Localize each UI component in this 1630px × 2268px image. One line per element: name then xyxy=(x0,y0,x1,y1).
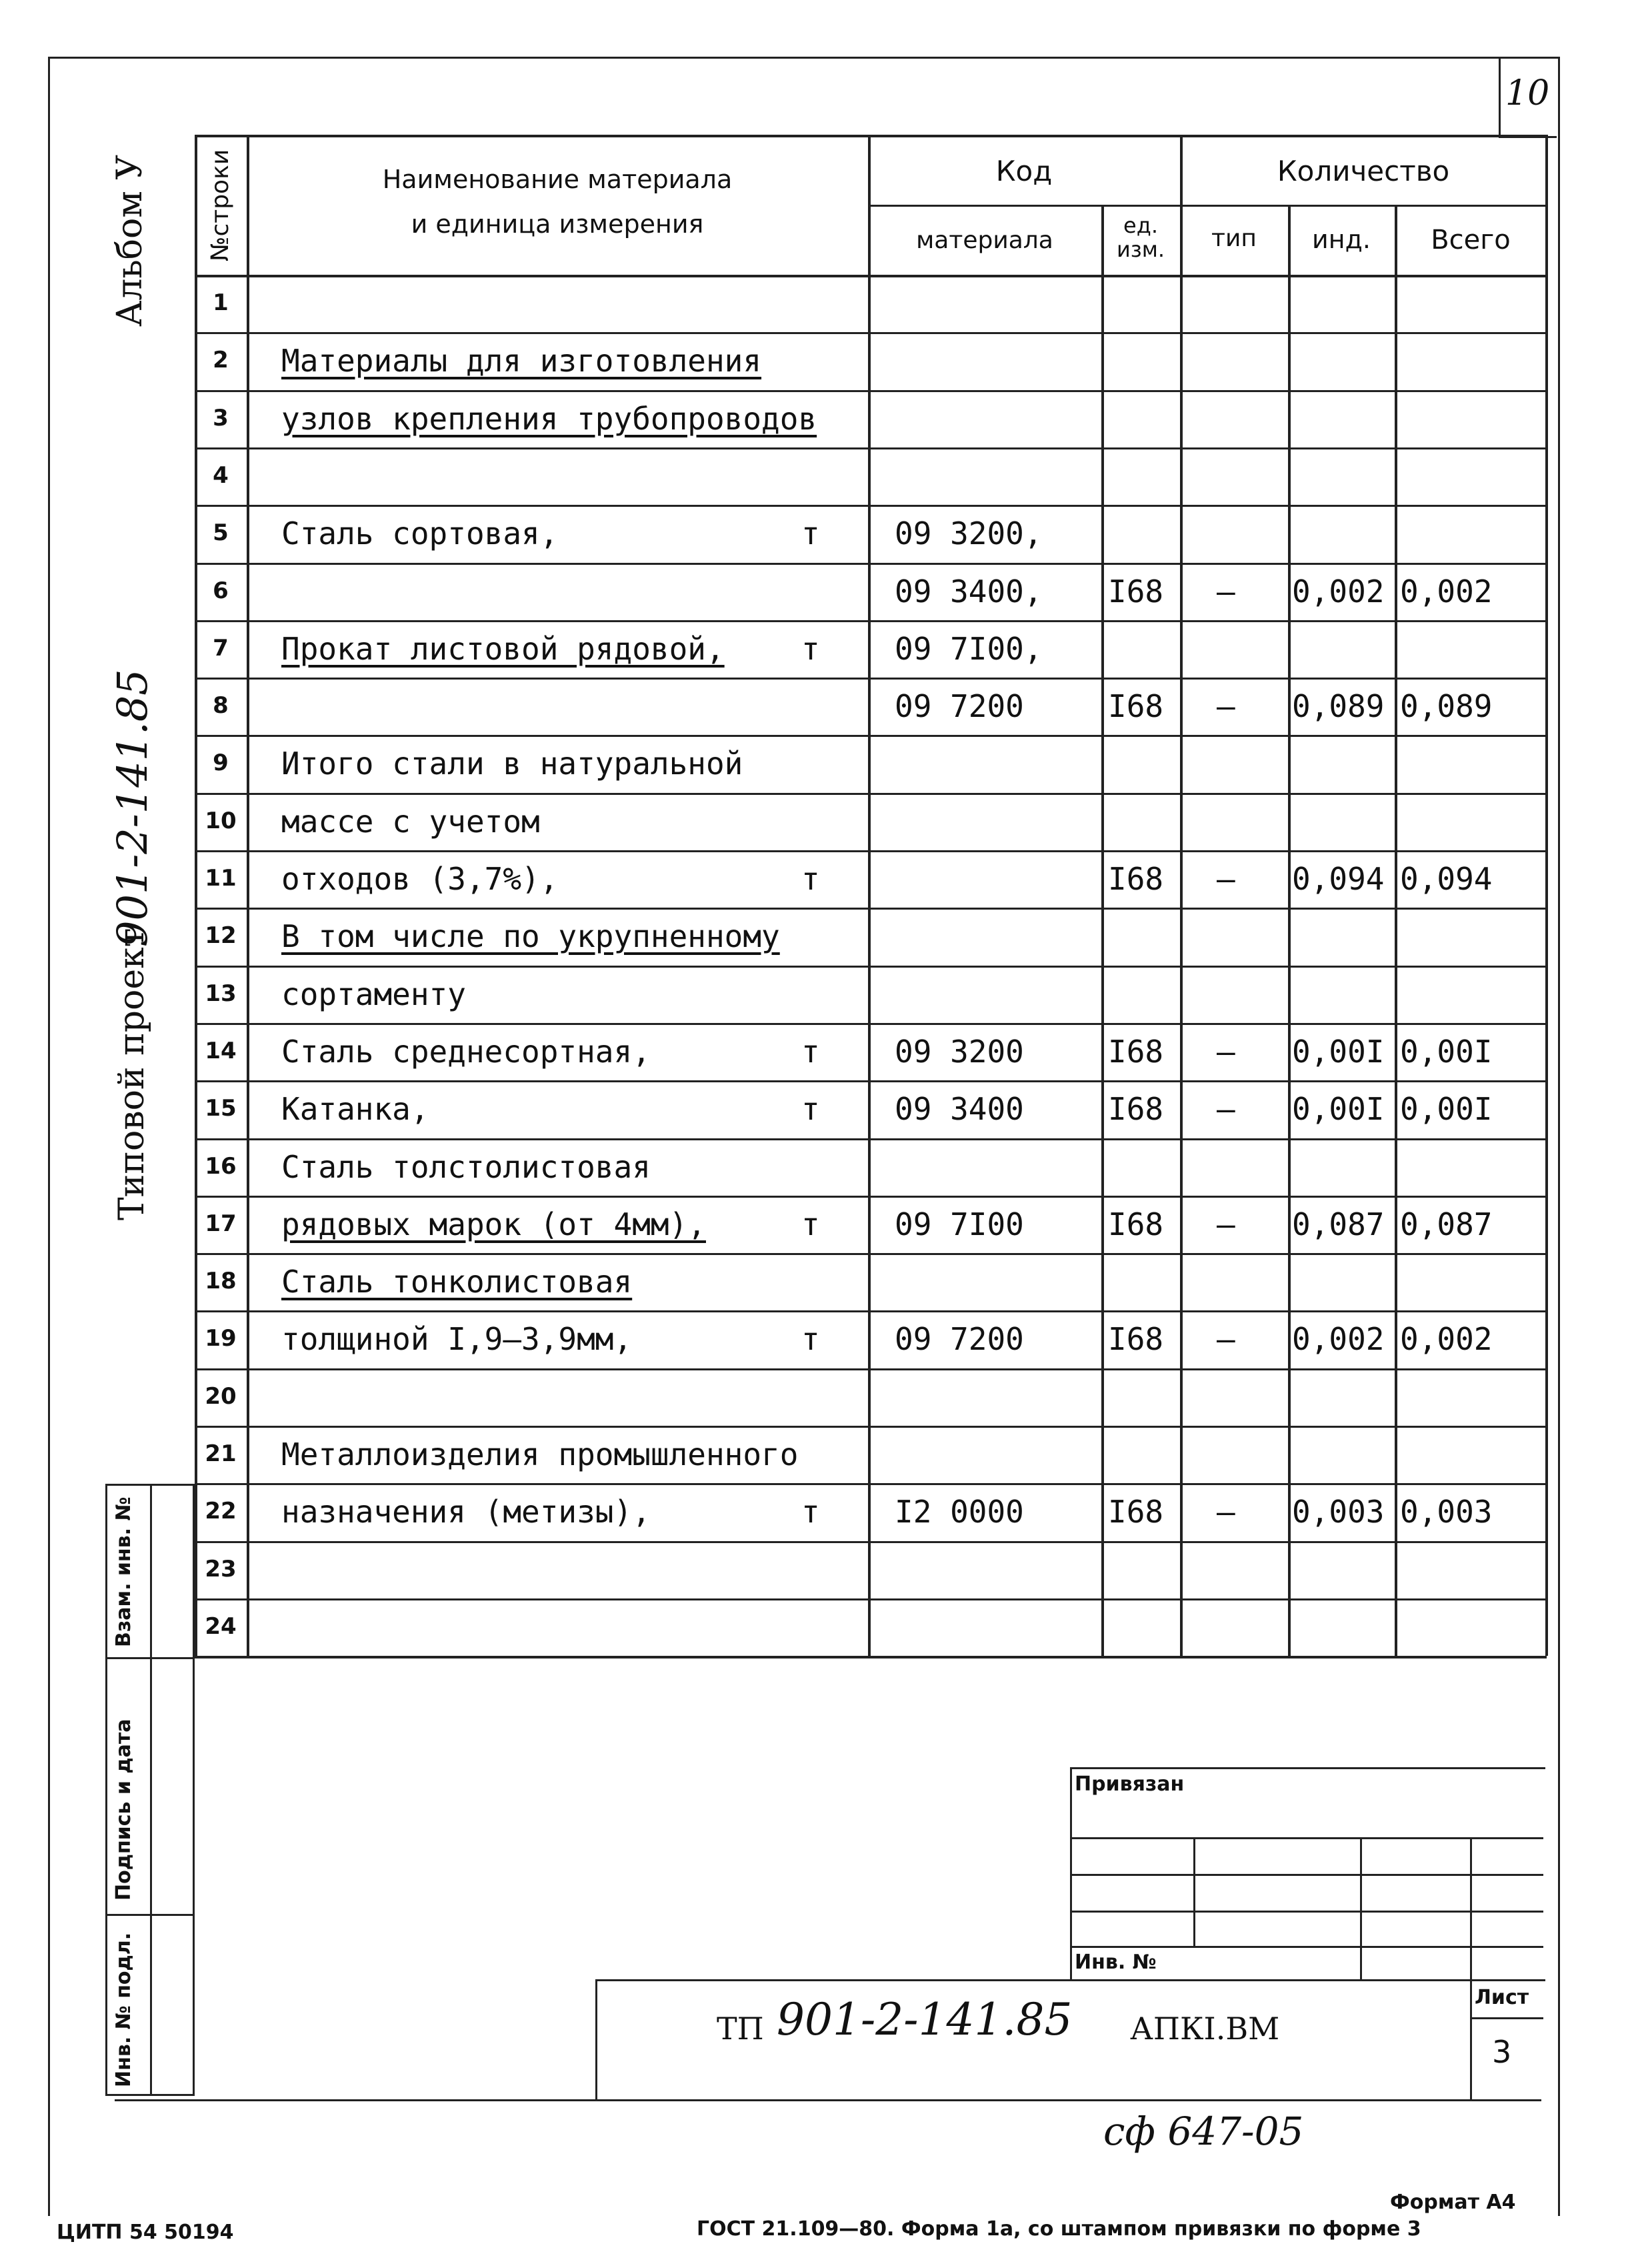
row-qty-total: 0,094 xyxy=(1400,861,1493,897)
col-sep-uom xyxy=(1180,135,1183,1656)
row-uom-code: I68 xyxy=(1108,1321,1164,1358)
row-material-name: Сталь толстолистовая xyxy=(281,1148,651,1185)
header-quantity: Количество xyxy=(1277,155,1450,187)
row-number: 16 xyxy=(205,1152,237,1180)
table-row-line xyxy=(195,447,1547,449)
row-number: 13 xyxy=(205,980,237,1007)
page-number: 10 xyxy=(1505,73,1550,113)
row-number: 17 xyxy=(205,1210,237,1237)
row-material-name: массе с учетом xyxy=(281,803,540,840)
binding-stamp-title: Привязан xyxy=(1075,1773,1185,1796)
table-row-line xyxy=(195,1138,1547,1140)
table-row-line xyxy=(195,850,1547,852)
binding-col3 xyxy=(1470,1837,1472,1979)
row-qty-type: – xyxy=(1217,688,1235,725)
table-row-line xyxy=(195,735,1547,737)
title-doc-code: АПКI.ВМ xyxy=(1130,2011,1280,2047)
title-tp-prefix: ТП xyxy=(717,2011,764,2047)
binding-col2 xyxy=(1360,1837,1362,1979)
table-row-line xyxy=(195,505,1547,507)
side-stamp-inv-orig: Инв. № подл. xyxy=(112,1932,135,2087)
row-qty-ind: 0,089 xyxy=(1292,688,1385,725)
footer-right: ГОСТ 21.109—80. Форма 1а, со штампом привязки по форме 3 xyxy=(697,2217,1421,2241)
table-row-line xyxy=(195,1196,1547,1198)
side-stamp-replace-inv: Взам. инв. № xyxy=(112,1496,135,1647)
binding-inv-label: Инв. № xyxy=(1075,1951,1157,1974)
row-number: 2 xyxy=(213,347,229,374)
row-qty-ind: 0,087 xyxy=(1292,1206,1385,1242)
table-row-line xyxy=(195,793,1547,795)
header-name-line2: и единица измерения xyxy=(411,209,704,239)
row-material-code: 09 3400 xyxy=(895,1091,1024,1128)
row-qty-type: – xyxy=(1217,1206,1235,1242)
row-uom-code: I68 xyxy=(1108,573,1164,610)
row-uom-code: I68 xyxy=(1108,688,1164,725)
row-unit: т xyxy=(801,515,820,552)
row-unit: т xyxy=(801,1033,820,1070)
col-sep-name xyxy=(868,135,871,1656)
binding-row1 xyxy=(1070,1837,1543,1839)
row-qty-total: 0,00I xyxy=(1400,1091,1493,1128)
materials-table xyxy=(195,135,1547,1656)
row-qty-type: – xyxy=(1217,1494,1235,1530)
row-number: 23 xyxy=(205,1555,237,1582)
row-number: 7 xyxy=(213,634,229,662)
table-top-border xyxy=(195,135,1547,137)
row-number: 11 xyxy=(205,865,237,892)
row-material-name: Сталь сортовая, xyxy=(281,515,559,552)
row-material-code: 09 7200 xyxy=(895,1321,1024,1358)
title-sheet-sep xyxy=(1470,2017,1543,2019)
row-material-code: 09 3200 xyxy=(895,1033,1024,1070)
row-uom-code: I68 xyxy=(1108,861,1164,897)
footer-left: ЦИТП 54 50194 xyxy=(57,2221,234,2244)
table-row-line xyxy=(195,678,1547,680)
row-material-name: В том числе по укрупненному xyxy=(281,918,780,955)
table-row-line xyxy=(195,1023,1547,1025)
row-material-code: 09 7I00, xyxy=(895,630,1043,667)
row-number: 6 xyxy=(213,577,229,604)
table-row-line xyxy=(195,1483,1547,1485)
table-row-line xyxy=(195,1541,1547,1543)
table-row-line xyxy=(195,1368,1547,1370)
header-code-unit: ед. изм. xyxy=(1116,213,1165,262)
row-material-name: толщиной I,9–3,9мм, xyxy=(281,1321,633,1358)
row-uom-code: I68 xyxy=(1108,1206,1164,1242)
row-qty-ind: 0,002 xyxy=(1292,573,1385,610)
title-sheet-label: Лист xyxy=(1475,1986,1529,2009)
row-unit: т xyxy=(801,630,820,667)
table-row-line xyxy=(195,1598,1547,1600)
header-mid-line xyxy=(868,205,1547,207)
row-number: 22 xyxy=(205,1498,237,1525)
row-qty-type: – xyxy=(1217,1033,1235,1070)
side-stamp-divider xyxy=(150,1484,152,2096)
side-stamp-sep2 xyxy=(105,1914,195,1916)
row-unit: т xyxy=(801,1321,820,1358)
project-type-label: Типовой проект xyxy=(112,928,152,1220)
header-qty-type: тип xyxy=(1211,225,1257,252)
table-row-line xyxy=(195,966,1547,968)
row-qty-total: 0,002 xyxy=(1400,573,1493,610)
row-material-name: Металлоизделия промышленного xyxy=(281,1436,799,1472)
row-qty-total: 0,089 xyxy=(1400,688,1493,725)
row-qty-type: – xyxy=(1217,573,1235,610)
col-sep-type xyxy=(1288,205,1291,1656)
table-row-line xyxy=(195,1426,1547,1428)
header-code-material: материала xyxy=(916,227,1053,254)
binding-row4 xyxy=(1070,1946,1543,1948)
row-material-name: Итого стали в натуральной xyxy=(281,746,743,782)
row-number: 10 xyxy=(205,807,237,834)
row-unit: т xyxy=(801,1494,820,1530)
row-number: 1 xyxy=(213,289,229,316)
table-row-line xyxy=(195,332,1547,334)
row-qty-ind: 0,003 xyxy=(1292,1494,1385,1530)
row-material-name: Материалы для изготовления xyxy=(281,343,762,379)
row-qty-total: 0,002 xyxy=(1400,1321,1493,1358)
footer-format: Формат А4 xyxy=(1390,2191,1516,2214)
row-material-name: Сталь среднесортная, xyxy=(281,1033,651,1070)
header-qty-ind: инд. xyxy=(1312,225,1371,254)
row-material-name: сортаменту xyxy=(281,976,466,1012)
album-label: Альбом У xyxy=(110,155,150,327)
row-number: 15 xyxy=(205,1095,237,1122)
side-stamp-sep1 xyxy=(105,1657,195,1659)
row-number: 24 xyxy=(205,1612,237,1640)
row-qty-ind: 0,00I xyxy=(1292,1033,1385,1070)
table-right-border xyxy=(1545,135,1548,1656)
row-number: 4 xyxy=(213,461,229,489)
row-number: 9 xyxy=(213,750,229,777)
row-material-code: 09 7200 xyxy=(895,688,1024,725)
header-name-line1: Наименование материала xyxy=(382,165,733,194)
row-uom-code: I68 xyxy=(1108,1033,1164,1070)
row-material-name: отходов (3,7%), xyxy=(281,861,559,897)
side-stamp-sign-date: Подпись и дата xyxy=(112,1719,135,1901)
binding-row2 xyxy=(1070,1874,1543,1876)
binding-row3 xyxy=(1070,1911,1543,1913)
row-qty-type: – xyxy=(1217,1091,1235,1128)
row-material-name: Сталь тонколистовая xyxy=(281,1264,633,1300)
row-uom-code: I68 xyxy=(1108,1494,1164,1530)
row-material-name: Катанка, xyxy=(281,1091,429,1128)
row-qty-ind: 0,002 xyxy=(1292,1321,1385,1358)
header-bottom-border xyxy=(195,275,1547,277)
table-bottom-border xyxy=(195,1656,1547,1658)
handwritten-note: сф 647-05 xyxy=(1103,2109,1304,2154)
col-sep-row xyxy=(247,135,249,1656)
table-row-line xyxy=(195,908,1547,910)
row-material-code: 09 3200, xyxy=(895,515,1043,552)
title-sheet-divider xyxy=(1470,1979,1472,2099)
table-row-line xyxy=(195,1310,1547,1312)
header-qty-total: Всего xyxy=(1431,225,1511,255)
row-number: 20 xyxy=(205,1382,237,1410)
row-unit: т xyxy=(801,861,820,897)
row-qty-type: – xyxy=(1217,1321,1235,1358)
row-number: 8 xyxy=(213,692,229,720)
row-material-name: рядовых марок (от 4мм), xyxy=(281,1206,706,1242)
row-material-code: I2 0000 xyxy=(895,1494,1024,1530)
row-material-name: назначения (метизы), xyxy=(281,1494,651,1530)
row-qty-total: 0,003 xyxy=(1400,1494,1493,1530)
row-number: 14 xyxy=(205,1037,237,1064)
row-number: 21 xyxy=(205,1440,237,1467)
header-row-number: №строки xyxy=(207,149,234,261)
row-qty-ind: 0,094 xyxy=(1292,861,1385,897)
table-row-line xyxy=(195,1080,1547,1082)
row-unit: т xyxy=(801,1091,820,1128)
row-number: 5 xyxy=(213,519,229,547)
row-qty-type: – xyxy=(1217,861,1235,897)
row-qty-total: 0,087 xyxy=(1400,1206,1493,1242)
row-qty-ind: 0,00I xyxy=(1292,1091,1385,1128)
table-row-line xyxy=(195,563,1547,565)
title-tp-code: 901-2-141.85 xyxy=(777,1994,1073,2045)
row-number: 19 xyxy=(205,1325,237,1352)
col-sep-code xyxy=(1101,205,1104,1656)
row-number: 18 xyxy=(205,1268,237,1295)
project-code-vertical: 901-2-141.85 xyxy=(108,669,157,947)
header-code: Код xyxy=(995,155,1053,187)
row-material-code: 09 7I00 xyxy=(895,1206,1024,1242)
table-row-line xyxy=(195,390,1547,392)
row-qty-total: 0,00I xyxy=(1400,1033,1493,1070)
row-unit: т xyxy=(801,1206,820,1242)
table-row-line xyxy=(195,1253,1547,1255)
row-material-name: Прокат листовой рядовой, xyxy=(281,630,725,667)
table-row-line xyxy=(195,620,1547,622)
row-material-code: 09 3400, xyxy=(895,573,1043,610)
row-material-name: узлов крепления трубопроводов xyxy=(281,400,817,437)
row-number: 3 xyxy=(213,404,229,431)
binding-col1 xyxy=(1193,1837,1195,1947)
row-number: 12 xyxy=(205,922,237,950)
col-sep-ind xyxy=(1395,205,1397,1656)
title-sheet-number: 3 xyxy=(1492,2034,1512,2070)
row-uom-code: I68 xyxy=(1108,1091,1164,1128)
